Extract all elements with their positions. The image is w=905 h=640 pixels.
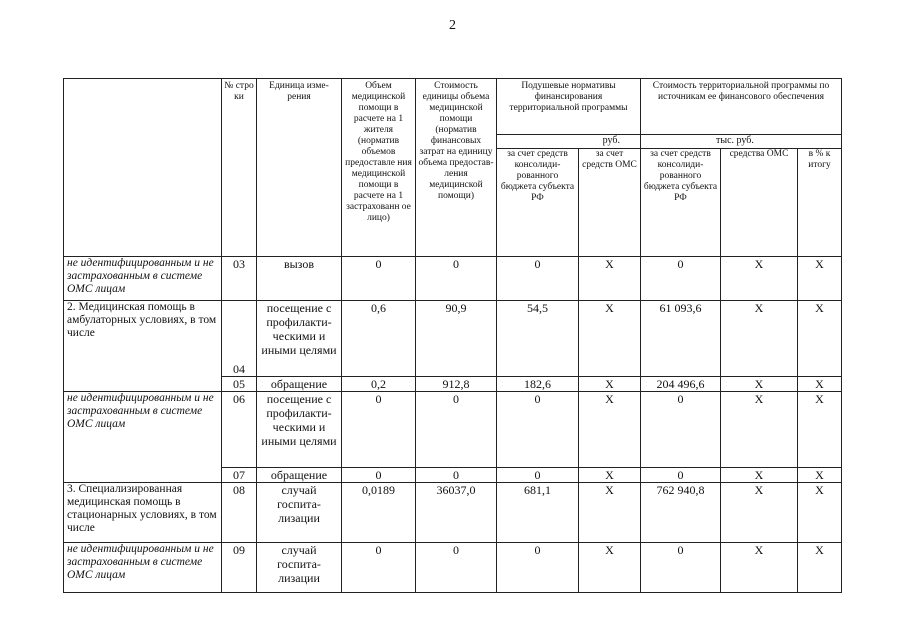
row-pc-budget: 54,5 [497,301,579,377]
row-tp-budget: 0 [641,257,721,301]
row-volume: 0 [342,257,416,301]
row-name: 3. Специализированная медицинская помощь в стационарных условиях, в том числе [64,483,222,543]
table-row [64,392,842,468]
row-unit: случай госпита- лизации [257,483,342,543]
table-row [64,483,842,543]
row-tp-budget: 61 093,6 [641,301,721,377]
row-tp-pct: X [798,257,842,301]
header-unit: Единица изме- рения [257,79,342,257]
header-unit-thousand-rub: тыс. руб. [641,135,842,149]
header-tp-budget: за счет средств консолиди- рованного бюджета субъекта РФ [641,149,721,257]
row-tp-budget: 762 940,8 [641,483,721,543]
row-cost: 0 [416,543,497,593]
row-pc-oms: X [579,543,641,593]
row-cost: 90,9 [416,301,497,377]
row-pc-oms: X [579,301,641,377]
row-code: 07 [222,468,257,483]
row-volume: 0 [342,392,416,468]
row-tp-budget: 0 [641,543,721,593]
header-name-cell [64,79,222,257]
row-tp-oms: X [721,301,798,377]
header-per-capita: Подушевые нормативы финансирования территориальной программы [497,79,641,135]
table-row [64,543,842,593]
row-pc-budget: 0 [497,543,579,593]
row-pc-budget: 681,1 [497,483,579,543]
row-tp-pct: X [798,377,842,392]
row-pc-budget: 0 [497,392,579,468]
row-code: 09 [222,543,257,593]
table-row [64,257,842,301]
row-tp-pct: X [798,543,842,593]
row-pc-oms: X [579,392,641,468]
row-code: 05 [222,377,257,392]
row-volume: 0 [342,468,416,483]
row-tp-oms: X [721,543,798,593]
row-pc-oms: X [579,257,641,301]
row-cost: 0 [416,257,497,301]
row-volume: 0,6 [342,301,416,377]
row-volume: 0 [342,543,416,593]
row-tp-pct: X [798,483,842,543]
row-unit: вызов [257,257,342,301]
row-unit: обращение [257,377,342,392]
row-tp-oms: X [721,377,798,392]
row-name: 2. Медицинская помощь в амбулаторных условиях, в том числе [64,301,222,392]
row-code: 08 [222,483,257,543]
row-cost: 0 [416,468,497,483]
page-number: 2 [449,18,456,33]
row-cost: 0 [416,392,497,468]
header-row-no: № стро ки [222,79,257,257]
row-pc-oms: X [579,377,641,392]
row-tp-budget: 204 496,6 [641,377,721,392]
row-tp-oms: X [721,468,798,483]
financing-table [63,78,842,593]
row-pc-budget: 182,6 [497,377,579,392]
header-pc-budget: за счет средств консолиди- рованного бюджета субъекта РФ [497,149,579,257]
row-cost: 912,8 [416,377,497,392]
row-pc-budget: 0 [497,468,579,483]
row-cost: 36037,0 [416,483,497,543]
row-tp-oms: X [721,257,798,301]
row-pc-oms: X [579,483,641,543]
header-tp-pct: в % к итогу [798,149,842,257]
row-unit: посещение с профилакти- ческими и иными целями [257,301,342,377]
row-code: 06 [222,392,257,468]
row-unit: случай госпита- лизации [257,543,342,593]
row-pc-budget: 0 [497,257,579,301]
row-pc-oms: X [579,468,641,483]
row-unit: обращение [257,468,342,483]
row-name: не идентифицированным и не застрахованным в системе ОМС лицам [64,392,222,483]
header-volume: Объем медицинской помощи в расчете на 1 жителя (норматив объемов предоставле ния медицинской помощи в расчете на 1 застрахованн ое лицо) [342,79,416,257]
row-code: 03 [222,257,257,301]
row-unit: посещение с профилакти- ческими и иными целями [257,392,342,468]
row-tp-pct: X [798,392,842,468]
row-volume: 0,2 [342,377,416,392]
row-code: 04 [222,301,257,377]
row-volume: 0,0189 [342,483,416,543]
row-tp-budget: 0 [641,468,721,483]
header-unit-rub: руб. [497,135,641,149]
row-tp-pct: X [798,468,842,483]
row-tp-oms: X [721,483,798,543]
header-cost: Стоимость единицы объема медицинской помощи (норматив финансовых затрат на единицу объема предостав- ления медицинской помощи) [416,79,497,257]
header-row-top [64,79,842,135]
header-tp-oms: средства ОМС [721,149,798,257]
row-tp-pct: X [798,301,842,377]
row-name: не идентифицированным и не застрахованным в системе ОМС лицам [64,543,222,593]
row-name: не идентифицированным и не застрахованным в системе ОМС лицам [64,257,222,301]
table-row [64,301,842,377]
row-tp-oms: X [721,392,798,468]
header-pc-oms: за счет средств ОМС [579,149,641,257]
header-program-cost: Стоимость территориальной программы по источникам ее финансового обеспечения [641,79,842,135]
row-tp-budget: 0 [641,392,721,468]
